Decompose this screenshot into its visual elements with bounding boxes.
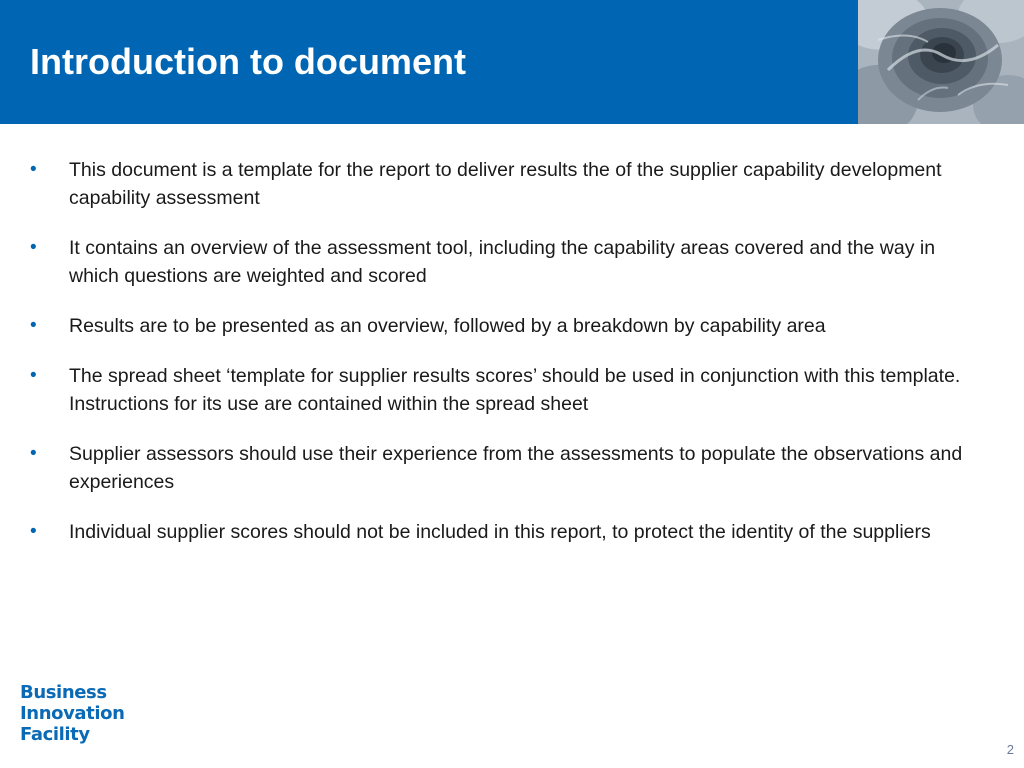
bullet-icon: • (30, 237, 37, 258)
bullet-icon: • (30, 365, 37, 386)
logo-line: Innovation (20, 703, 125, 724)
logo-line: Business (20, 682, 107, 703)
bullet-text: Supplier assessors should use their experience from the assessments to populate the observations and experiences (69, 443, 963, 493)
header-band (0, 0, 858, 124)
page-number: 2 (1006, 742, 1014, 757)
cabbage-photo (858, 0, 1024, 124)
bullet-icon: • (30, 159, 37, 180)
cabbage-image-graphic (858, 0, 1024, 124)
bullet-icon: • (30, 443, 37, 464)
slide-title: Introduction to document (30, 41, 466, 82)
bullet-item (30, 156, 990, 212)
bullet-icon: • (30, 521, 37, 542)
bullet-text: The spread sheet ‘template for supplier results scores’ should be used in conjunction with this template. Instructions for its use are contained within the spread sheet (69, 365, 961, 415)
bullet-icon: • (30, 315, 37, 336)
bullet-text: Results are to be presented as an overview, followed by a breakdown by capability area (69, 315, 826, 337)
business-innovation-facility-logo (20, 682, 125, 745)
bullet-text: Individual supplier scores should not be included in this report, to protect the identity of the suppliers (69, 521, 931, 543)
bullet-item (30, 234, 990, 290)
logo-line: Facility (20, 724, 90, 745)
bullet-item (30, 312, 990, 340)
bullet-item (30, 440, 990, 496)
bullet-text: It contains an overview of the assessment tool, including the capability areas covered and the way in which questions are weighted and scored (69, 237, 936, 287)
bullet-list (30, 156, 990, 568)
bullet-item (30, 362, 990, 418)
bullet-text: This document is a template for the report to deliver results the of the supplier capability development capability assessment (69, 159, 942, 209)
bullet-item (30, 518, 990, 546)
